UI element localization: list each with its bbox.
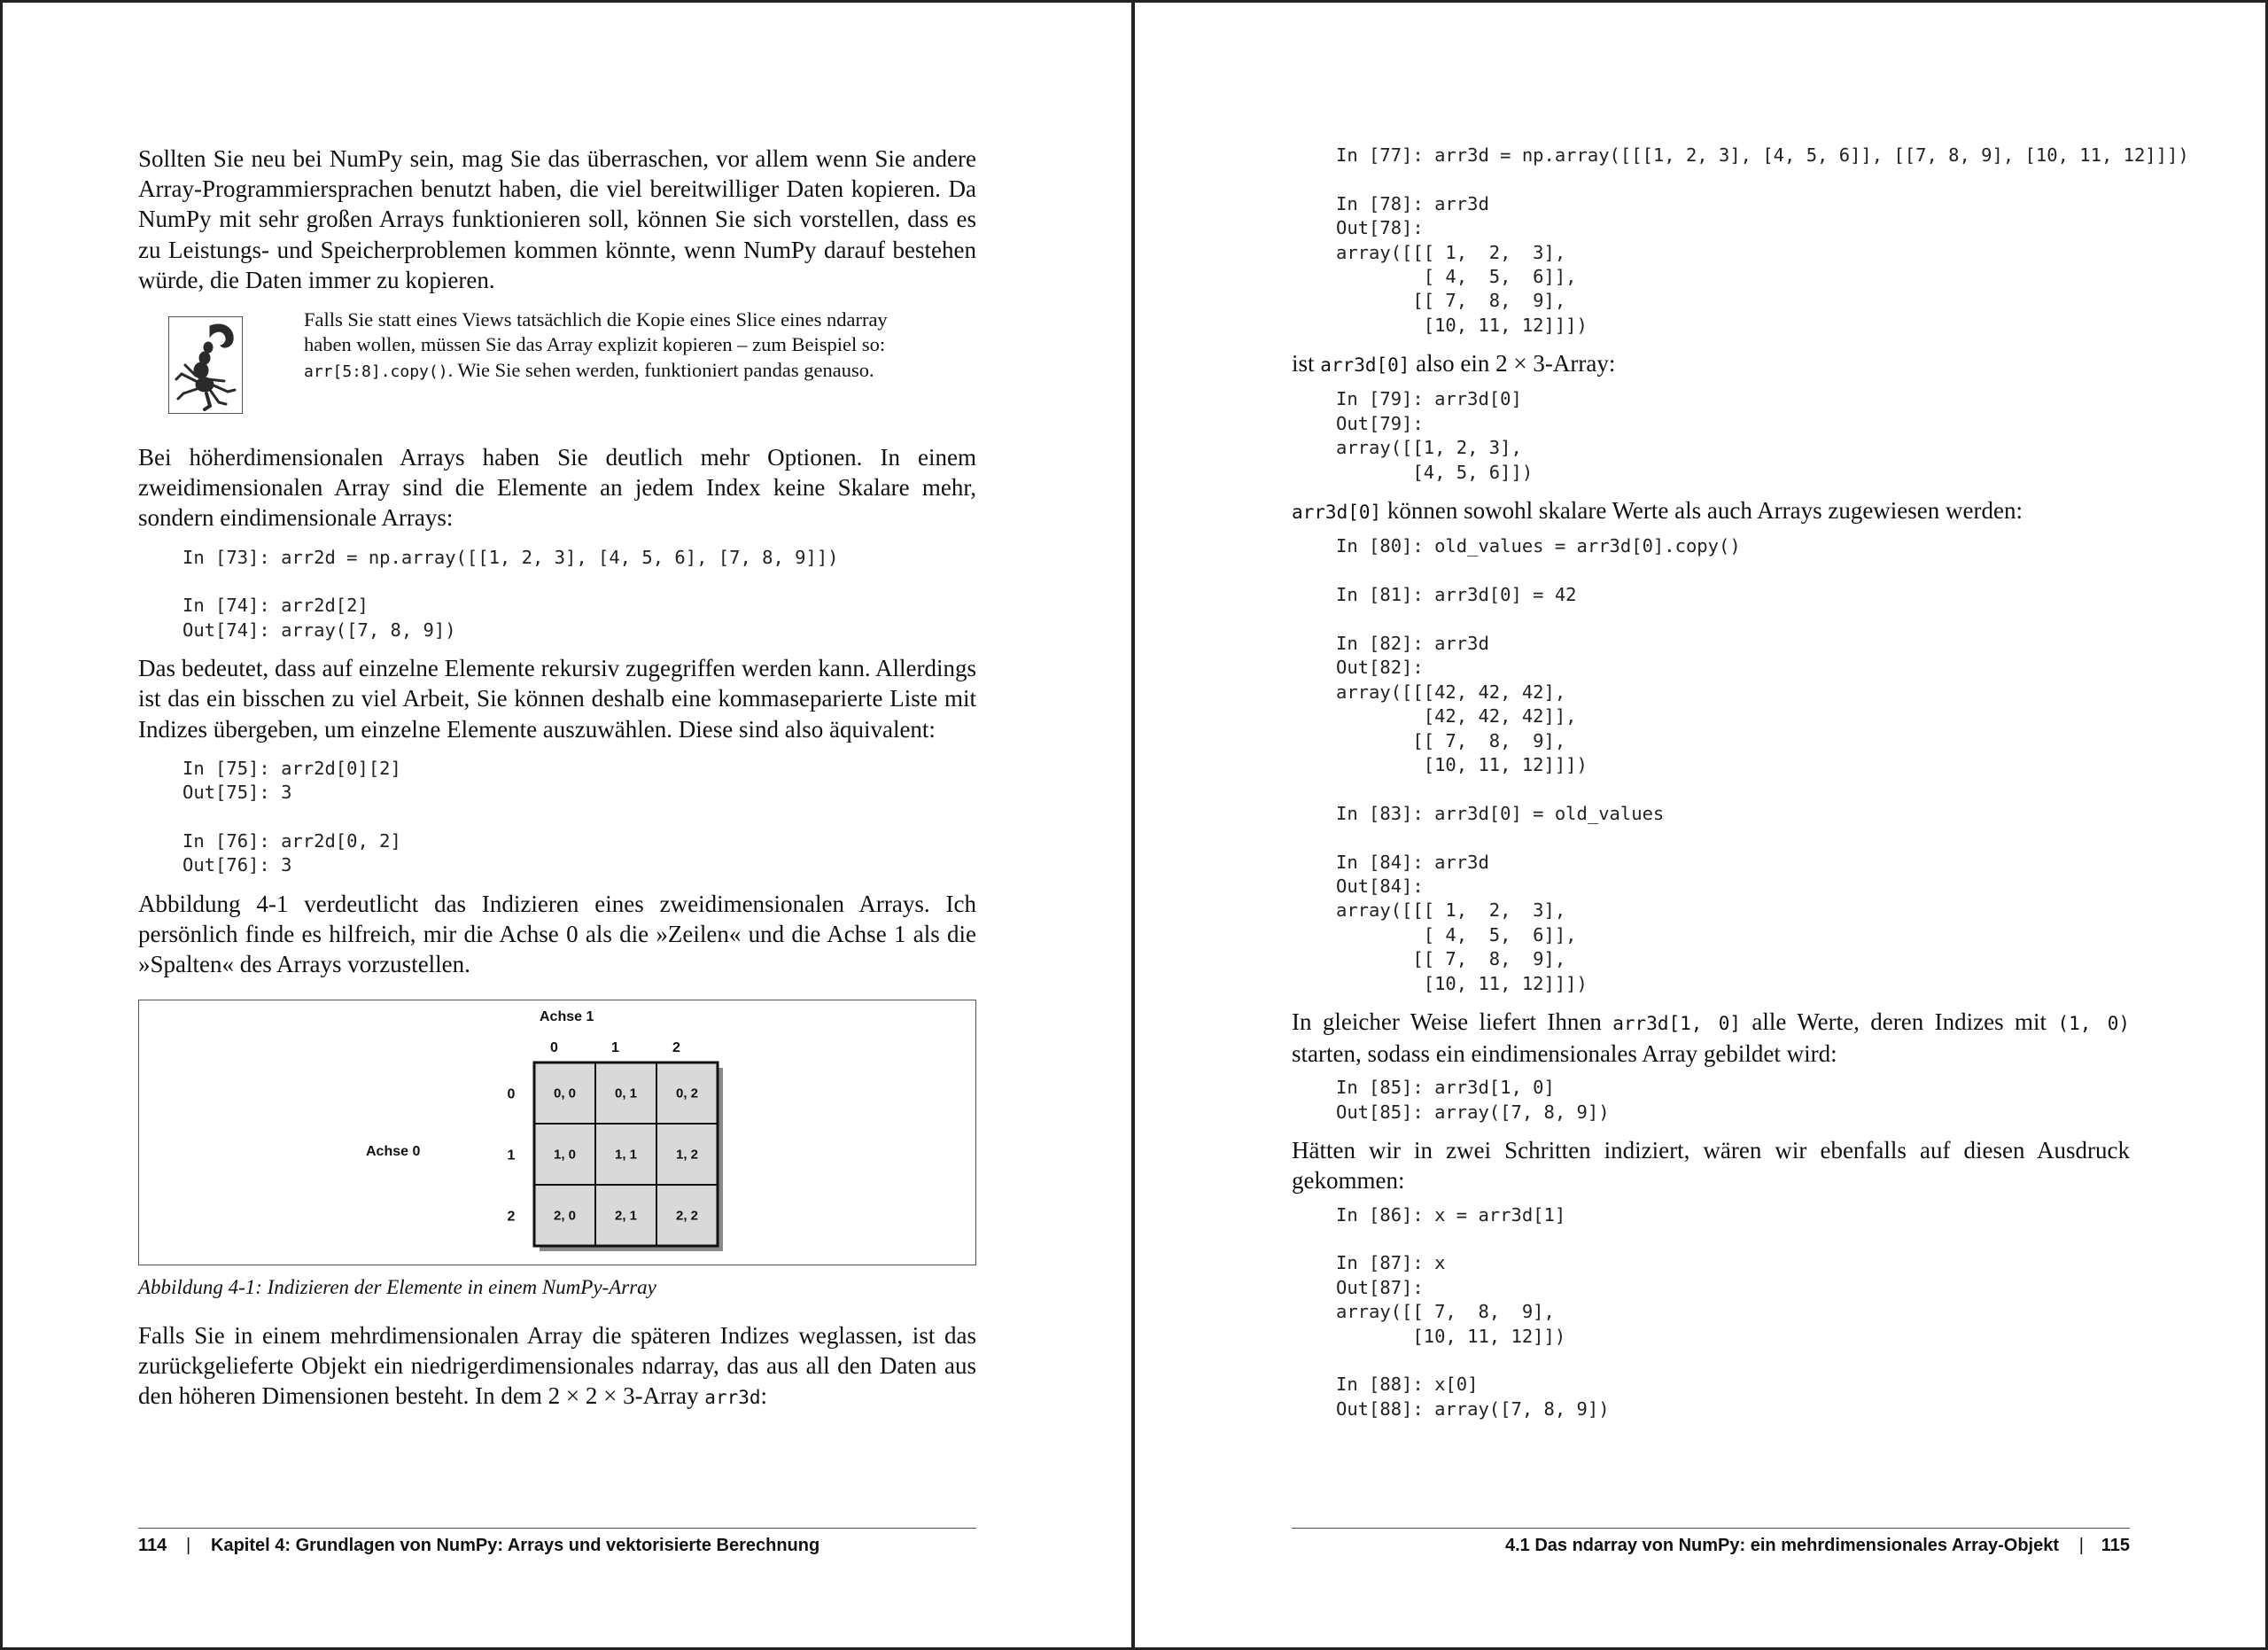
page-gutter — [1131, 0, 1135, 1650]
footer-separator: | — [186, 1536, 191, 1555]
left-footer — [138, 1528, 976, 1564]
paragraph-recursive-access: Das bedeutet, dass auf einzelne Elemente rekursiv zugegriffen werden kann. Allerdings ist das ein bisschen zu viel Arbeit, Sie können deshalb eine kommaseparierte Liste mit Indizes übergeben, um einzelne Elemente auszuwählen. Diese sind also äquivalent: — [138, 655, 976, 743]
right-page-content — [1292, 144, 2130, 1432]
paragraph-omit-indices — [138, 1320, 976, 1413]
scorpion-icon — [168, 316, 243, 414]
grid-cell-label: 2, 2 — [675, 1208, 699, 1223]
right-footer — [1292, 1528, 2130, 1564]
inline-code: arr3d[0] — [1320, 354, 1410, 377]
paragraph-same-way — [1292, 1007, 2130, 1069]
paragraph-numpy-copy: Sollten Sie neu bei NumPy sein, mag Sie das überraschen, vor allem wenn Sie andere Array-Programmiersprachen benutzt haben, die viel bereitwilliger Daten kopieren. Da NumPy mit sehr großen Arrays funktionieren soll, können Sie sich vorstellen, dass es zu Leistungs- und Speicherproblemen kommen könnte, wenn NumPy darauf bestehen würde, die Daten immer zu kopieren. — [138, 145, 976, 293]
inline-code: arr3d[0] — [1292, 502, 1382, 524]
inline-code: (1, 0) — [2057, 1013, 2130, 1034]
figure-caption: Abbildung 4-1: Indizieren der Elemente in einem NumPy-Array — [138, 1275, 656, 1298]
paragraph-2x3-array — [1292, 348, 2130, 380]
inline-code-arr3d: arr3d — [704, 1386, 761, 1408]
column-index: 2 — [672, 1039, 680, 1055]
paragraph-text-part: starten, sodass ein eindimensionales Array gebildet wird: — [1292, 1040, 1837, 1068]
note-text-part: . Wie Sie sehen werden, funktioniert pandas genauso. — [447, 358, 874, 381]
paragraph-text-part: Falls Sie in einem mehrdimensionalen Array die späteren Indizes weglassen, ist das zurückgelieferte Objekt ein niedrigerdimensionales ndarray, das aus all den Daten aus den höheren Dimensionen besteht. In dem 2 × 2 × 3-Array — [138, 1321, 976, 1409]
grid-cell-label: 1, 0 — [553, 1147, 577, 1162]
page-number-right: 115 — [2101, 1536, 2130, 1555]
inline-code: arr3d[1, 0] — [1612, 1013, 1742, 1034]
code-block-73-74: In [73]: arr2d = np.array([[1, 2, 3], [4, 5, 6], [7, 8, 9]]) In [74]: arr2d[2] Out[74]: array([7, 8, 9]) — [183, 546, 839, 641]
note-text-part: Falls Sie statt eines Views tatsächlich die Kopie eines Slice eines ndarray haben wollen, müssen Sie das Array explizit kopieren – zum Beispiel so: — [304, 308, 888, 356]
figure-array-indexing — [138, 1000, 976, 1265]
grid-cell-label: 1, 1 — [614, 1147, 638, 1162]
row-index: 2 — [507, 1209, 516, 1224]
index-grid — [139, 1000, 975, 1264]
grid-cell-label: 2, 0 — [553, 1208, 577, 1223]
grid-cell-label: 0, 0 — [553, 1086, 577, 1101]
code-block-80-84: In [80]: old_values = arr3d[0].copy() In [81]: arr3d[0] = 42 In [82]: arr3d Out[82]: array([[[42, 42, 42], [42, 42, 42]], [[ 7, 8, 9], [10, 11, 12]]]) In [83]: arr3d[0] = old_values In [84]: arr3d Out[84]: array([[[ 1, 2, 3], [ 4, 5, 6]], [[ 7, 8, 9], [10, 11, 12]]]) — [1336, 535, 1741, 994]
paragraph-figure-reference: Abbildung 4-1 verdeutlicht das Indizieren eines zweidimensionalen Arrays. Ich persönlich finde es hilfreich, mir die Achse 0 als die »Zeilen« und die Achse 1 als die »Spalten« des Arrays vorzustellen. — [138, 890, 976, 978]
row-index: 0 — [507, 1086, 516, 1101]
grid-cell-label: 2, 1 — [614, 1208, 638, 1223]
grid-cell-label: 0, 2 — [675, 1086, 699, 1101]
paragraph-higher-dimensional: Bei höherdimensionalen Arrays haben Sie deutlich mehr Optionen. In einem zweidimensionalen Array sind die Elemente an jedem Index keine Skalare mehr, sondern eindimensionale Arrays: — [138, 444, 976, 532]
column-index: 0 — [550, 1039, 558, 1055]
note-text — [304, 307, 894, 385]
paragraph-assign-values — [1292, 495, 2130, 527]
grid-cell-label: 1, 2 — [675, 1147, 699, 1162]
row-index: 1 — [507, 1148, 516, 1163]
code-block-79: In [79]: arr3d[0] Out[79]: array([[1, 2, 3], [4, 5, 6]]) — [1336, 388, 1534, 483]
chapter-title: Kapitel 4: Grundlagen von NumPy: Arrays und vektorisierte Berechnung — [211, 1536, 820, 1555]
section-title: 4.1 Das ndarray von NumPy: ein mehrdimensionales Array-Objekt — [1504, 1536, 2059, 1555]
paragraph-text-part: : — [760, 1381, 768, 1409]
code-block-75-76: In [75]: arr2d[0][2] Out[75]: 3 In [76]: arr2d[0, 2] Out[76]: 3 — [183, 757, 401, 876]
code-block-86-88: In [86]: x = arr3d[1] In [87]: x Out[87]: array([[ 7, 8, 9], [10, 11, 12]]) In [88]: x[0] Out[88]: array([7, 8, 9]) — [1336, 1203, 1610, 1420]
code-block-77-78: In [77]: arr3d = np.array([[[1, 2, 3], [4, 5, 6]], [[7, 8, 9], [10, 11, In [78]: arr3d Out[78]: array([[[ 1, 2, 3], [ 4, 5, 6]], [[ 7, 8, 9], [10, 11, 12]]]) — [1336, 144, 2113, 336]
axis0-label: Achse 0 — [366, 1143, 421, 1159]
paragraph-text-part: können sowohl skalare Werte als auch Arrays zugewiesen werden: — [1381, 497, 2023, 525]
column-index: 1 — [611, 1039, 619, 1055]
paragraph-text-part: In gleicher Weise liefert Ihnen — [1292, 1008, 1613, 1035]
page-number-left: 114 — [138, 1536, 167, 1555]
paragraph-text-part: alle Werte, deren Indizes mit — [1741, 1008, 2058, 1035]
note-box — [138, 307, 976, 424]
paragraph-text-part: ist — [1292, 350, 1321, 377]
axis1-label: Achse 1 — [540, 1008, 594, 1024]
paragraph-text-part: also ein 2 × 3-Array: — [1410, 350, 1616, 377]
note-inline-code: arr[5:8].copy() — [304, 362, 448, 381]
paragraph-two-steps: Hätten wir in zwei Schritten indiziert, wären wir ebenfalls auf diesen Ausdruck gekommen: — [1292, 1137, 2130, 1195]
footer-separator: | — [2078, 1536, 2084, 1555]
grid-cell-label: 0, 1 — [614, 1086, 638, 1101]
left-page-content — [138, 144, 976, 1425]
code-block-85: In [85]: arr3d[1, 0] Out[85]: array([7, 8, 9]) — [1336, 1077, 1610, 1123]
